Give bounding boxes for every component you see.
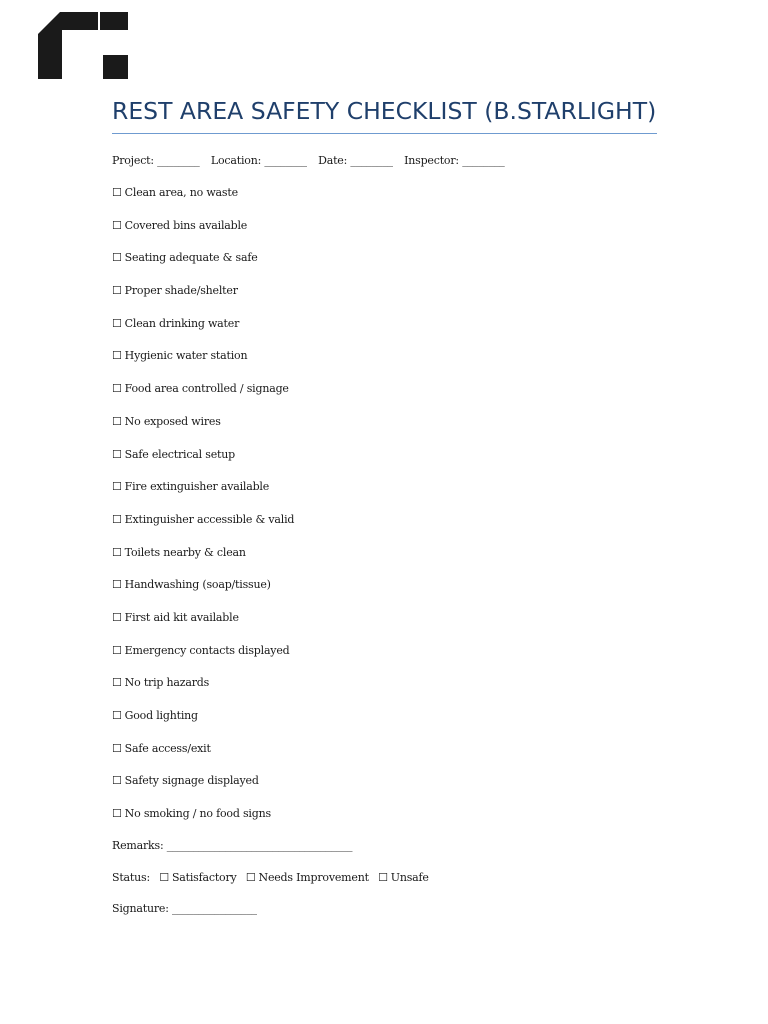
checkbox[interactable]: ☐ <box>112 610 122 624</box>
checkbox[interactable]: ☐ <box>245 871 256 884</box>
company-logo <box>38 12 128 79</box>
checkbox[interactable]: ☐ <box>112 545 122 559</box>
checklist-item-label: Emergency contacts displayed <box>124 643 290 657</box>
header-fields <box>112 153 513 169</box>
checkbox[interactable]: ☐ <box>112 578 122 592</box>
checkbox[interactable]: ☐ <box>112 774 122 788</box>
checkbox[interactable]: ☐ <box>112 251 122 265</box>
checklist-item[interactable] <box>112 283 294 316</box>
checklist <box>112 185 294 839</box>
checklist-item-label: Good lighting <box>124 709 198 722</box>
document-title: REST AREA SAFETY CHECKLIST (B.STARLIGHT) <box>112 97 657 125</box>
status-option-unsafe[interactable] <box>378 871 429 884</box>
checklist-item-label: No exposed wires <box>124 414 221 428</box>
checklist-item[interactable] <box>112 447 294 480</box>
checklist-item[interactable] <box>112 806 294 839</box>
checkbox[interactable]: ☐ <box>112 807 122 821</box>
checkbox[interactable]: ☐ <box>112 414 122 428</box>
checklist-item-label: Safe electrical setup <box>124 447 235 461</box>
logo-mark-square <box>103 55 128 79</box>
checkbox[interactable]: ☐ <box>112 480 122 494</box>
status-option-label: Satisfactory <box>171 871 237 884</box>
checklist-item[interactable] <box>112 512 294 545</box>
status-option-label: Unsafe <box>390 871 429 884</box>
checkbox[interactable]: ☐ <box>112 316 122 330</box>
project-field[interactable]: Project: ________ <box>112 154 200 167</box>
checklist-item[interactable] <box>112 675 294 708</box>
checklist-item[interactable] <box>112 316 294 349</box>
checklist-item[interactable] <box>112 643 294 676</box>
checkbox[interactable]: ☐ <box>112 349 122 363</box>
checkbox[interactable]: ☐ <box>378 871 388 884</box>
title-underline <box>112 133 657 134</box>
checklist-item-label: Proper shade/shelter <box>124 284 238 298</box>
checklist-item[interactable] <box>112 545 294 578</box>
checklist-item-label: Safe access/exit <box>124 741 211 755</box>
status-option-label: Needs Improvement <box>258 871 369 884</box>
checklist-item-label: No trip hazards <box>124 676 210 690</box>
checkbox[interactable]: ☐ <box>112 741 122 755</box>
checkbox[interactable]: ☐ <box>112 186 122 199</box>
checklist-item-label: Extinguisher accessible & valid <box>124 512 295 526</box>
checklist-item[interactable] <box>112 381 294 414</box>
checklist-item-label: Fire extinguisher available <box>124 480 270 494</box>
checkbox[interactable]: ☐ <box>112 218 122 232</box>
status-option-satisfactory[interactable] <box>159 871 236 884</box>
checklist-item[interactable] <box>112 577 294 610</box>
checklist-item[interactable] <box>112 741 294 774</box>
checklist-item-label: Covered bins available <box>124 218 248 232</box>
status-option-needs-improvement[interactable] <box>246 871 369 884</box>
checklist-item-label: First aid kit available <box>124 610 239 624</box>
checklist-item-label: No smoking / no food signs <box>124 807 271 821</box>
checklist-item-label: Clean drinking water <box>124 316 240 330</box>
checkbox[interactable]: ☐ <box>112 643 122 657</box>
checklist-item-label: Toilets nearby & clean <box>124 545 246 559</box>
checklist-item[interactable] <box>112 250 294 283</box>
checklist-item-label: Handwashing (soap/tissue) <box>124 578 271 592</box>
checklist-item[interactable] <box>112 185 294 218</box>
inspector-field[interactable]: Inspector: ________ <box>404 154 505 167</box>
status-label: Status: <box>112 871 150 884</box>
checkbox[interactable]: ☐ <box>112 382 122 396</box>
checklist-item[interactable] <box>112 348 294 381</box>
checklist-item[interactable] <box>112 610 294 643</box>
checklist-item[interactable] <box>112 479 294 512</box>
status-row <box>112 870 429 886</box>
logo-mark-left <box>38 12 98 79</box>
checklist-item[interactable] <box>112 773 294 806</box>
checklist-item-label: Safety signage displayed <box>124 774 259 788</box>
checkbox[interactable]: ☐ <box>112 512 122 526</box>
checklist-item-label: Hygienic water station <box>124 349 248 363</box>
remarks-field[interactable]: Remarks: ___________________________________ <box>112 839 353 852</box>
checkbox[interactable]: ☐ <box>112 447 122 461</box>
checkbox[interactable]: ☐ <box>112 709 122 722</box>
checklist-item-label: Clean area, no waste <box>124 186 238 199</box>
checklist-item[interactable] <box>112 218 294 251</box>
checklist-item-label: Seating adequate & safe <box>124 251 258 265</box>
checkbox[interactable]: ☐ <box>159 871 169 884</box>
logo-mark-top-right <box>100 12 128 30</box>
checklist-item-label: Food area controlled / signage <box>124 382 289 396</box>
checklist-item[interactable] <box>112 708 294 741</box>
checkbox[interactable]: ☐ <box>112 284 122 298</box>
date-field[interactable]: Date: ________ <box>318 154 393 167</box>
checklist-item[interactable] <box>112 414 294 447</box>
location-field[interactable]: Location: ________ <box>210 154 307 167</box>
checkbox[interactable]: ☐ <box>112 676 122 690</box>
signature-field[interactable]: Signature: ________________ <box>112 902 257 915</box>
